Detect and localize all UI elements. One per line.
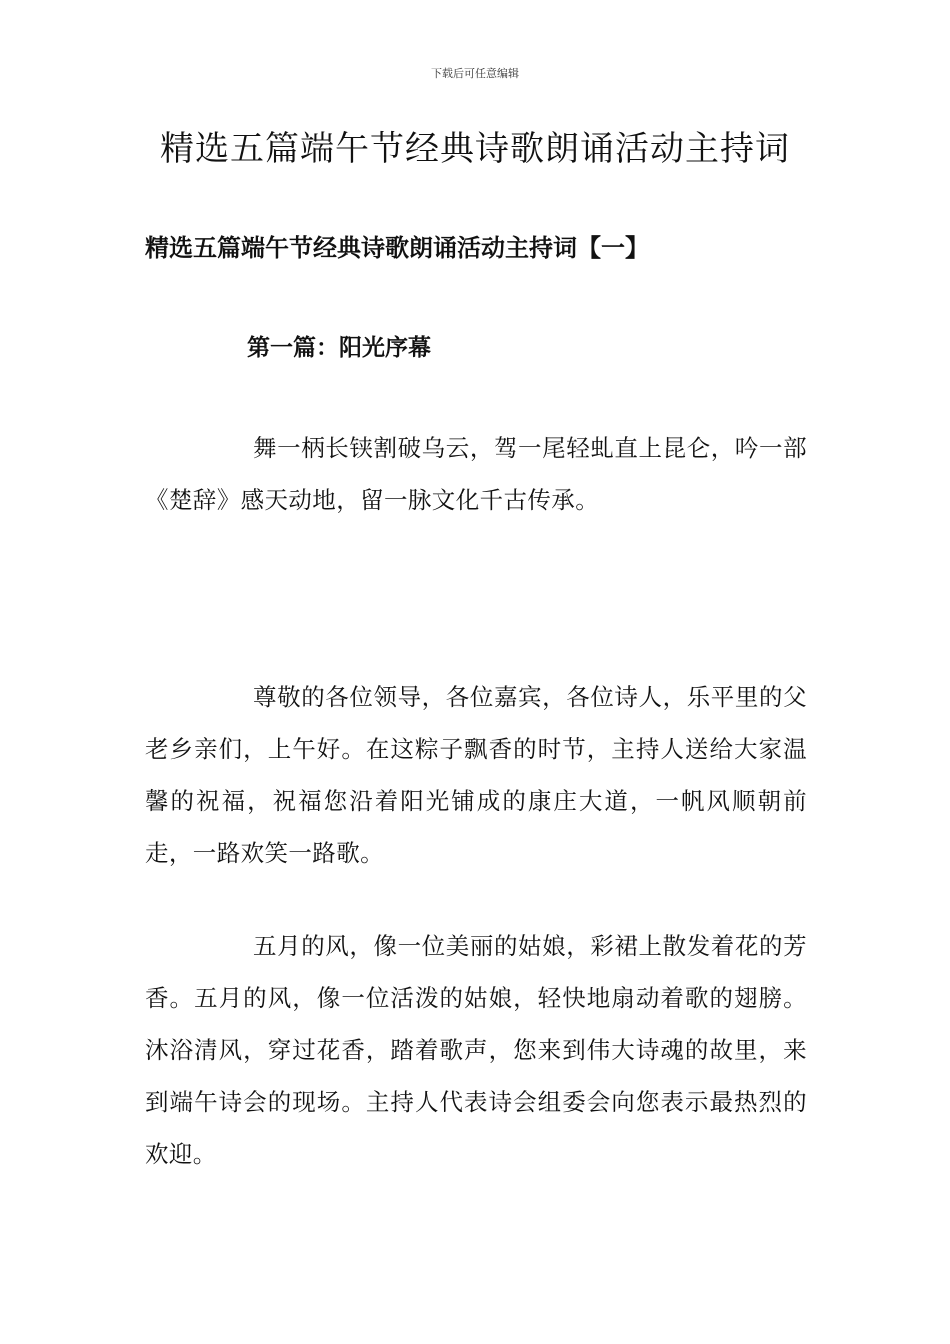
part-heading: 第一篇：阳光序幕	[247, 334, 431, 361]
paragraph-1: 舞一柄长铗割破乌云，驾一尾轻虬直上昆仑，吟一部《楚辞》感天动地，留一脉文化千古传承。	[145, 434, 807, 514]
paragraph-3: 五月的风，像一位美丽的姑娘，彩裙上散发着花的芳香。五月的风，像一位活泼的姑娘，轻快地扇动着歌的翅膀。沐浴清风，穿过花香，踏着歌声，您来到伟大诗魂的故里，来到端午诗会的现场。主持人代表诗会组委会向您表示最热烈的欢迎。	[145, 932, 807, 1168]
document-title: 精选五篇端午节经典诗歌朗诵活动主持词	[160, 129, 790, 169]
header-note: 下载后可任意编辑	[431, 67, 519, 80]
section-heading: 精选五篇端午节经典诗歌朗诵活动主持词【一】	[145, 233, 649, 262]
paragraph-2: 尊敬的各位领导，各位嘉宾，各位诗人，乐平里的父老乡亲们，上午好。在这粽子飘香的时节，主持人送给大家温馨的祝福，祝福您沿着阳光铺成的康庄大道，一帆风顺朝前走，一路欢笑一路歌。	[145, 683, 807, 867]
